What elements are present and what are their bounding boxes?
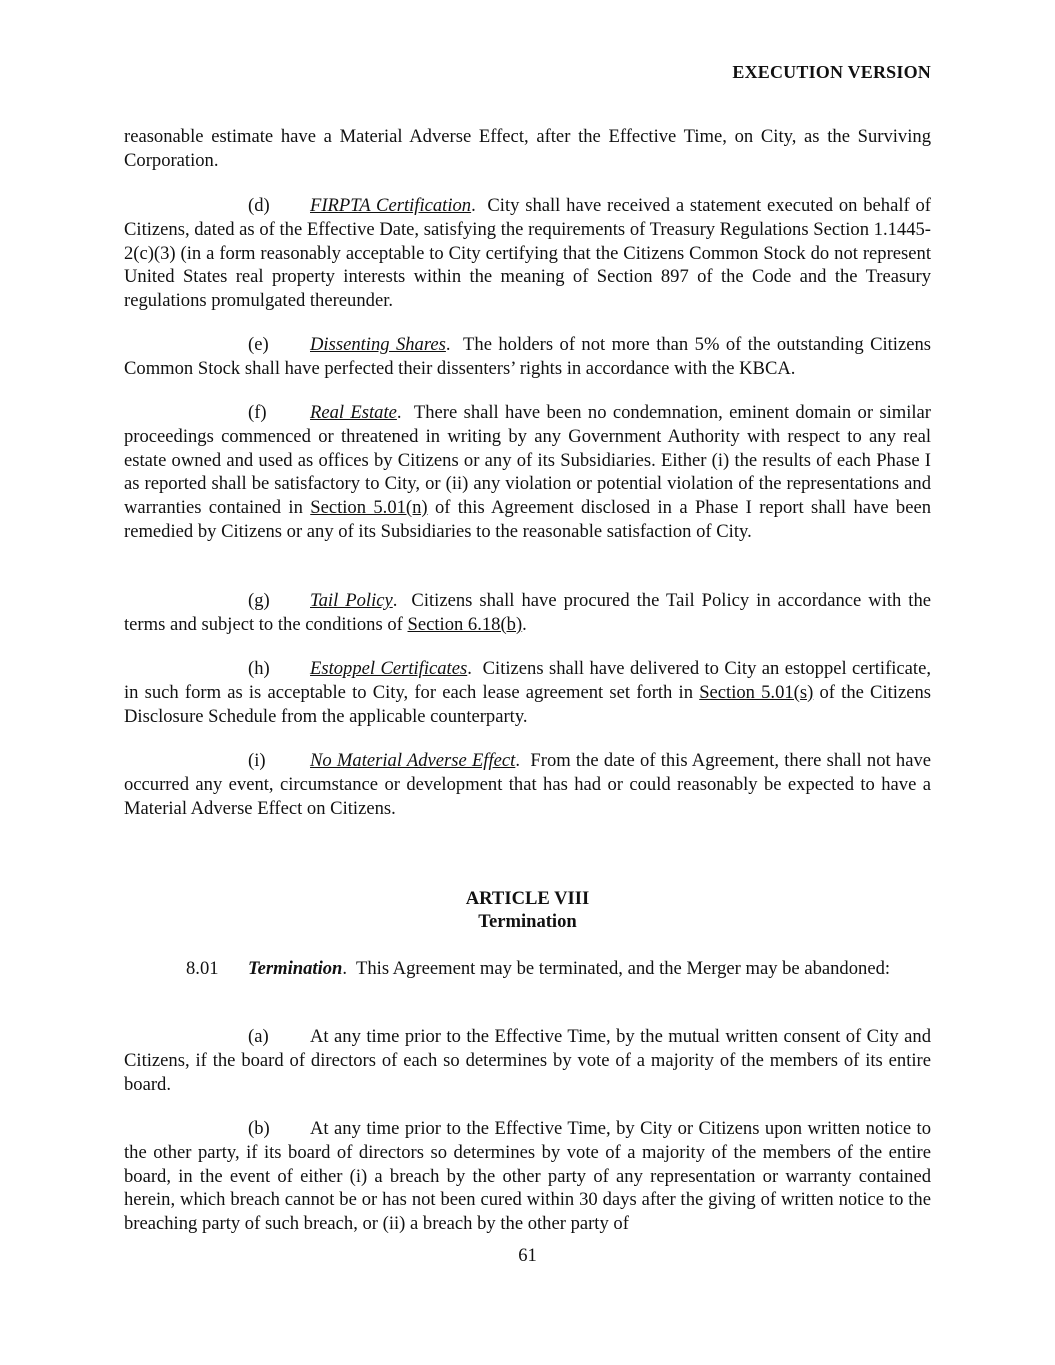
section-5-01-n-link[interactable]: Section 5.01(n): [310, 497, 428, 519]
termination-a: (a) At any time prior to the Effective Time, by the mutual written consent of City and Citizens, if the board of directors of each so determines by vote of a majority of the members of its entire board.: [124, 1026, 931, 1095]
article-number: ARTICLE VIII: [465, 888, 590, 909]
paragraph-i: (i) No Material Adverse Effect. From the date of this Agreement, there shall not have occurred any event, circumstance or development that has had or could reasonably be expected to have a Material Adverse Effect on Citizens.: [124, 750, 932, 819]
paragraph-e: (e) Dissenting Shares. The holders of not more than 5% of the outstanding Citizens Common Stock shall have perfected their dissenters’ rights in accordance with the KBCA.: [124, 334, 932, 379]
dissenting-shares-heading: Dissenting Shares: [310, 334, 446, 355]
real-estate-heading: Real Estate: [310, 402, 397, 423]
section-5-01-s-link[interactable]: Section 5.01(s): [699, 681, 814, 703]
execution-version-header: EXECUTION VERSION: [732, 62, 931, 82]
page-number: 61: [518, 1245, 537, 1266]
paragraph-f: (f) Real Estate. There shall have been no condemnation, eminent domain or similar proceedings commenced or threatened in writing by any Government Authority with respect to any real estate owned and used as offices by Citizens or any of its Subsidiaries. Either (i) the results of each Phase I as reported shall be satisfactory to City, or (ii) any violation or potential violation of the representations and warranties contained in Section 5.01(n) of this Agreement disclosed in a Phase I report shall have been remedied by Citizens or any of its Subsidiaries to the reasonable satisfaction of City.: [124, 402, 931, 542]
tail-policy-heading: Tail Policy: [310, 590, 393, 611]
paragraph-g: (g) Tail Policy. Citizens shall have procured the Tail Policy in accordance with the terms and subject to the conditions of Section 6.18(b).: [124, 590, 932, 635]
paragraph-h: (h) Estoppel Certificates. Citizens shall have delivered to City an estoppel certificate, in such form as is acceptable to City, for each lease agreement set forth in Section 5.01(s) of the Citizens Disclosure Schedule from the applicable counterparty.: [124, 658, 931, 727]
section-8-01: 8.01 Termination. This Agreement may be terminated, and the Merger may be abandoned:: [186, 958, 891, 979]
section-6-18-b-link[interactable]: Section 6.18(b): [407, 613, 523, 635]
termination-heading: Termination: [248, 958, 343, 979]
firpta-heading: FIRPTA Certification: [310, 195, 472, 216]
termination-b: (b) At any time prior to the Effective Time, by City or Citizens upon written notice to the other party, if its board of directors so determines by vote of a majority of the members of the entire board, in the event of either (i) a breach by the other party of any representation or warranty contained herein, which breach cannot be or has not been cured within 30 days after the giving of written notice to the breaching party of such breach, or (ii) a breach by the other party of: [124, 1118, 931, 1235]
article-title: Termination: [478, 911, 577, 932]
estoppel-certificates-heading: Estoppel Certificates: [310, 658, 468, 679]
paragraph-d: (d) FIRPTA Certification. City shall have received a statement executed on behalf of Citizens, dated as of the Effective Date, satisfying the requirements of Treasury Regulations Section 1.1445-2(c)(3) (in a form reasonably acceptable to City certifying that the Citizens Common Stock do not represent United States real property interests within the meaning of Section 897 of the Code and the Treasury regulations promulgated thereunder.: [124, 195, 931, 312]
continued-paragraph: reasonable estimate have a Material Adverse Effect, after the Effective Time, on City, as the Surviving Corporation.: [124, 126, 931, 171]
no-mae-heading: No Material Adverse Effect: [310, 750, 516, 771]
